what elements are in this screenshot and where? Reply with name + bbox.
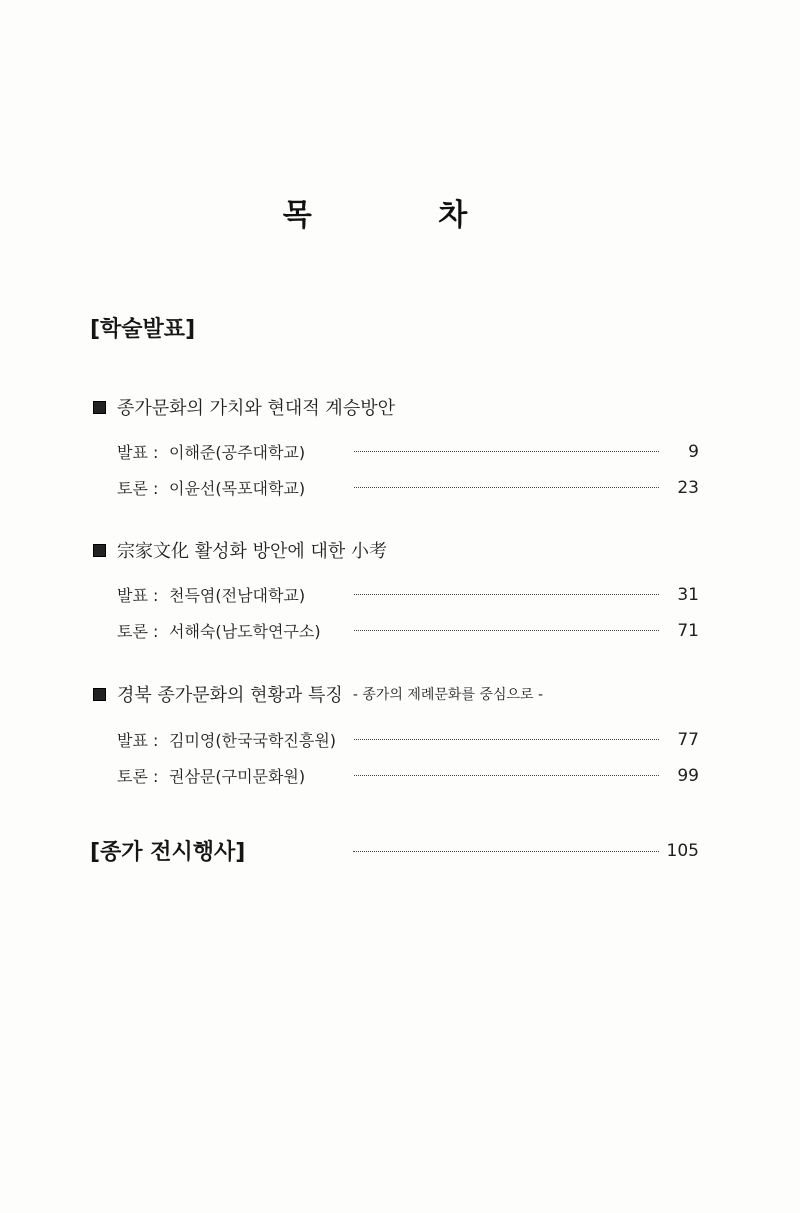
toc-entry — [117, 764, 699, 786]
dot-leader — [354, 775, 659, 776]
entry-page-number: 23 — [677, 478, 699, 498]
topic-subtitle: - 종가의 제례문화를 중심으로 - — [352, 687, 544, 703]
square-bullet-icon — [93, 688, 106, 701]
topic-title-text: 종가문화의 가치와 현대적 계승방안 — [117, 398, 395, 419]
entry-page-number: 77 — [677, 730, 699, 750]
section-heading-academic: [학술발표] — [90, 317, 196, 342]
dot-leader — [354, 739, 659, 740]
entry-role: 토론 : — [117, 767, 159, 786]
toc-entry — [117, 619, 699, 641]
entry-page-number: 9 — [688, 442, 699, 462]
dot-leader — [354, 594, 659, 595]
section-heading-exhibit: [종가 전시행사] — [90, 840, 246, 865]
topic-title-text: 경북 종가문화의 현황과 특징 — [117, 685, 343, 706]
topic-title — [93, 681, 543, 707]
entry-person: 김미영(한국국학진흥원) — [169, 731, 337, 750]
toc-entry — [117, 440, 699, 462]
toc-entry-exhibit — [90, 835, 699, 865]
entry-role: 발표 : — [117, 443, 159, 462]
entry-role: 발표 : — [117, 586, 159, 605]
square-bullet-icon — [93, 544, 106, 557]
entry-person: 천득염(전남대학교) — [169, 586, 306, 605]
topic-title — [93, 394, 395, 420]
entry-page-number: 71 — [677, 621, 699, 641]
square-bullet-icon — [93, 401, 106, 414]
entry-role: 토론 : — [117, 622, 159, 641]
dot-leader — [354, 630, 659, 631]
entry-role: 발표 : — [117, 731, 159, 750]
entry-page-number: 31 — [677, 585, 699, 605]
toc-entry — [117, 728, 699, 750]
dot-leader — [354, 451, 659, 452]
entry-role: 토론 : — [117, 479, 159, 498]
dot-leader — [353, 851, 659, 852]
entry-person: 서해숙(남도학연구소) — [169, 622, 321, 641]
entry-person: 권삼문(구미문화원) — [169, 767, 306, 786]
dot-leader — [354, 487, 659, 488]
entry-person: 이해준(공주대학교) — [169, 443, 306, 462]
topic-title — [93, 537, 387, 563]
entry-page-number: 99 — [677, 766, 699, 786]
toc-entry — [117, 476, 699, 498]
topic-title-text: 宗家文化 활성화 방안에 대한 小考 — [117, 541, 387, 562]
entry-person: 이윤선(목포대학교) — [169, 479, 306, 498]
page-title: 목 차 — [282, 198, 526, 233]
entry-page-number: 105 — [666, 841, 699, 861]
toc-entry — [117, 583, 699, 605]
